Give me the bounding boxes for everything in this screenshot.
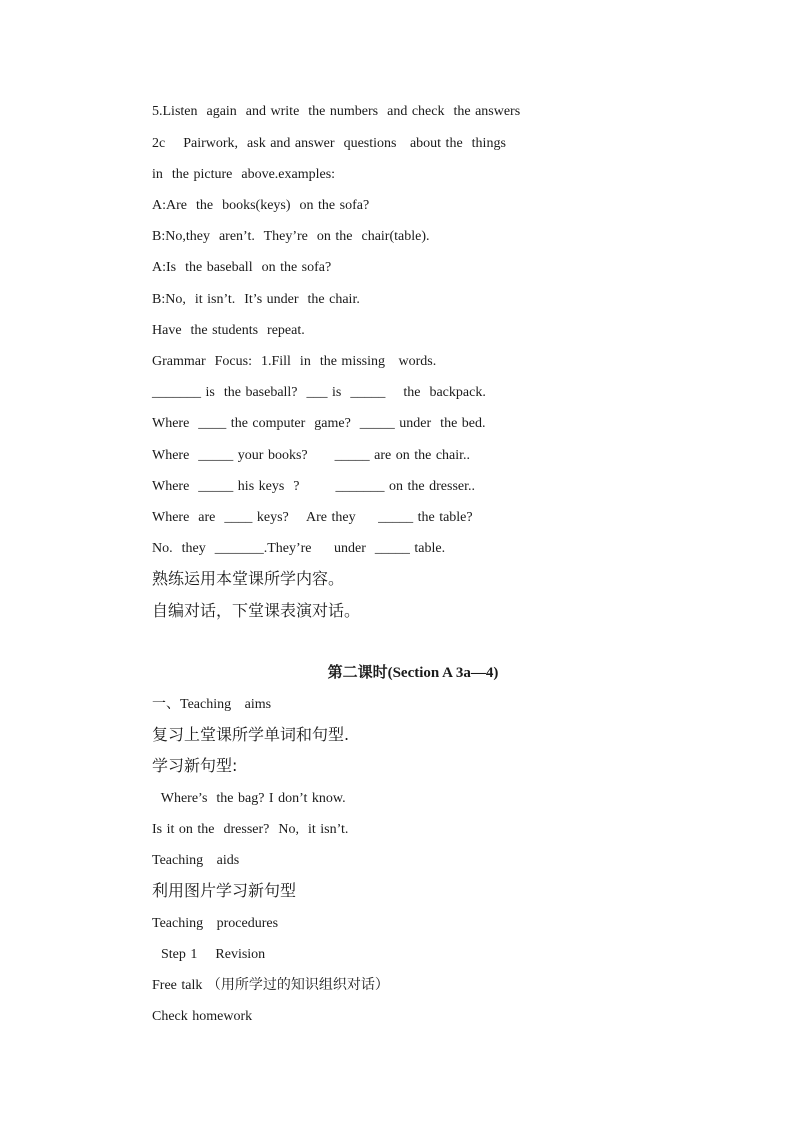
text-line: 复习上堂课所学单词和句型. [152,725,350,744]
text-line: Where _____ your books? _____ are on the chair.. [152,448,471,463]
text-line: 5.Listen again and write the numbers and check the answers [152,104,521,119]
text-line: A:Are the books(keys) on the sofa? [152,198,370,213]
text-line: Is it on the dresser? No, it isn’t. [152,822,349,837]
text-line: Where are ____ keys? Are they _____ the table? [152,510,473,525]
text-line: No. they _______.They’re under _____ table. [152,541,446,556]
text-line: in the picture above.examples: [152,167,336,182]
text-line: Where’s the bag? I don’t know. [152,791,346,806]
text-line: Where _____ his keys ? _______ on the dresser.. [152,479,475,494]
text-line: B:No,they aren’t. They’re on the chair(table). [152,229,430,244]
text-line: Grammar Focus: 1.Fill in the missing words. [152,354,437,369]
text-line: B:No, it isn’t. It’s under the chair. [152,292,360,307]
text-line: 一、Teaching aims [152,697,272,712]
text-line: Check homework [152,1009,253,1024]
text-line: _______ is the baseball? ___ is _____ the backpack. [152,385,486,400]
text-line: 熟练运用本堂课所学内容。 [152,569,345,588]
text-line: 自编对话，下堂课表演对话。 [152,601,361,620]
text-line: Have the students repeat. [152,323,305,338]
text-line: Teaching aids [152,853,240,868]
text-line: 利用图片学习新句型 [152,881,297,900]
section-heading: 第二课时(Section A 3a—4) [327,665,499,681]
text-line: A:Is the baseball on the sofa? [152,260,332,275]
text-line: Where ____ the computer game? _____ under the bed. [152,416,486,431]
text-line: 2c Pairwork, ask and answer questions about the things [152,136,506,151]
text-line: 学习新句型: [152,756,238,775]
text-line: Teaching procedures [152,916,279,931]
text-line: Free talk （用所学过的知识组织对话） [152,978,389,993]
text-line: Step 1 Revision [152,947,266,962]
